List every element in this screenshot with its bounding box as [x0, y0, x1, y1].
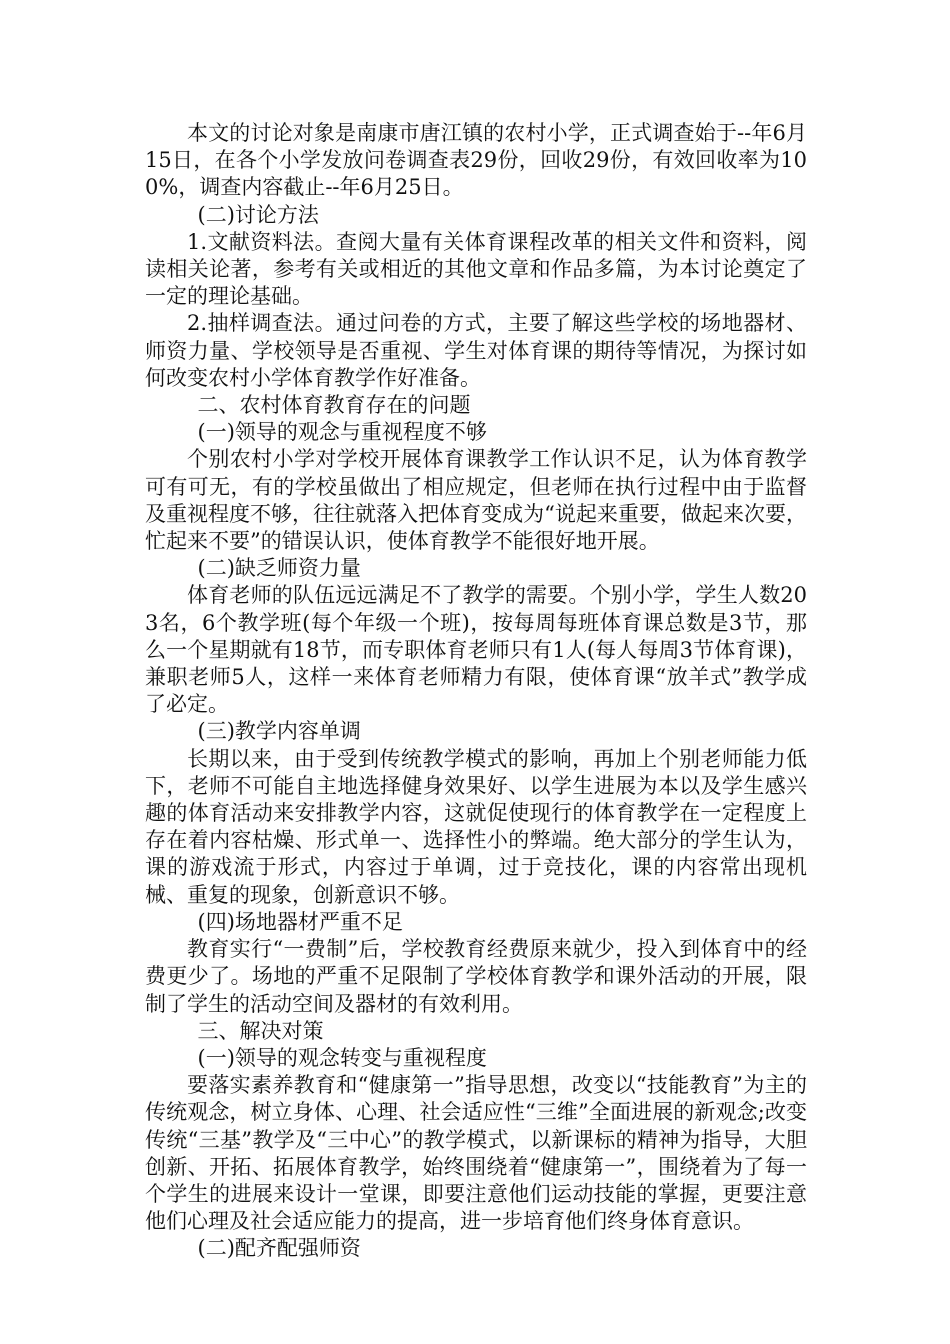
heading-monotonous-content: (三)教学内容单调 — [197, 719, 361, 744]
paragraph-teacher-shortage: 体育老师的队伍远远满足不了教学的需要。个别小学，学生人数203名，6个教学班(每个年级一个班)，按每周每班体育课总数是3节，那么一个星期就有18节，而专职体育老师只有1人(每人每周3节体育课)，兼职老师5人，这样一来体育老师精力有限，使体育课“放羊式”教学成了必定。 — [145, 583, 807, 717]
paragraph-equipment-shortage: 教育实行“一费制”后，学校教育经费原来就少，投入到体育中的经费更少了。场地的严重不足限制了学校体育教学和课外活动的开展，限制了学生的活动空间及器材的有效利用。 — [145, 937, 807, 1016]
paragraph-leadership-attitude: 个别农村小学对学校开展体育课教学工作认识不足，认为体育教学可有可无，有的学校虽做出了相应规定，但老师在执行过程中由于监督及重视程度不够，往往就落入把体育变成为“说起来重要，做起来次要，忙起来不要”的错误认识，使体育教学不能很好地开展。 — [145, 447, 807, 554]
heading-teacher-shortage: (二)缺乏师资力量 — [197, 556, 361, 581]
paragraph-monotonous-content: 长期以来，由于受到传统教学模式的影响，再加上个别老师能力低下，老师不可能自主地选择健身效果好、以学生进展为本以及学生感兴趣的体育活动来安排教学内容，这就促使现行的体育教学在一定程度上存在着内容枯燥、形式单一、选择性小的弊端。绝大部分的学生认为，课的游戏流于形式，内容过于单调，过于竞技化，课的内容常出现机械、重复的现象，创新意识不够。 — [145, 746, 807, 907]
heading-research-methods: (二)讨论方法 — [197, 202, 319, 227]
heading-section-two: 二、农村体育教育存在的问题 — [197, 393, 471, 418]
heading-section-three: 三、解决对策 — [197, 1018, 324, 1043]
paragraph-research-subject: 本文的讨论对象是南康市唐江镇的农村小学，正式调查始于--年6月15日，在各个小学发放问卷调查表29份，回收29份，有效回收率为100%，调查内容截止--年6月25日。 — [145, 121, 807, 200]
heading-leadership-change: (一)领导的观念转变与重视程度 — [197, 1045, 487, 1070]
heading-staffing: (二)配齐配强师资 — [197, 1236, 361, 1261]
heading-equipment-shortage: (四)场地器材严重不足 — [197, 909, 403, 934]
heading-leadership-attitude: (一)领导的观念与重视程度不够 — [197, 420, 487, 445]
document-body — [145, 120, 807, 1263]
paragraph-leadership-change: 要落实素养教育和“健康第一”指导思想，改变以“技能教育”为主的传统观念，树立身体、心理、社会适应性“三维”全面进展的新观念;改变传统“三基”教学及“三中心”的教学模式，以新课标的精神为指导，大胆创新、开拓、拓展体育教学，始终围绕着“健康第一”，围绕着为了每一个学生的进展来设计一堂课，即要注意他们运动技能的掌握，更要注意他们心理及社会适应能力的提高，进一步培育他们终身体育意识。 — [145, 1073, 807, 1234]
paragraph-sampling-method: 2.抽样调查法。通过问卷的方式，主要了解这些学校的场地器材、师资力量、学校领导是否重视、学生对体育课的期待等情况，为探讨如何改变农村小学体育教学作好准备。 — [145, 311, 807, 390]
paragraph-literature-method: 1.文献资料法。查阅大量有关体育课程改革的相关文件和资料，阅读相关论著，参考有关或相近的其他文章和作品多篇，为本讨论奠定了一定的理论基础。 — [145, 229, 807, 309]
